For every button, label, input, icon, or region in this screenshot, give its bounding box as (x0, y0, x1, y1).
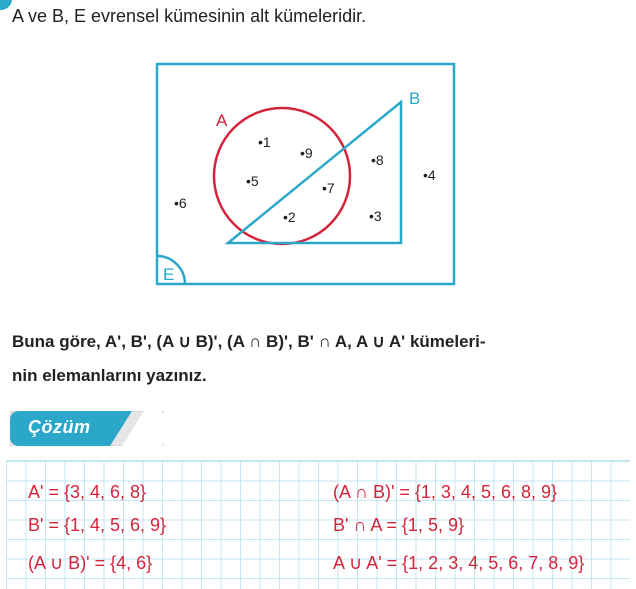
intro-text: A ve B, E evrensel kümesinin alt kümeleridir. (12, 6, 367, 26)
answer-b-complement: B' = {1, 4, 5, 6, 9} (28, 515, 167, 535)
element-6: •6 (174, 195, 187, 211)
answer-intersection-complement: (A ∩ B)' = {1, 3, 4, 5, 6, 8, 9} (333, 482, 558, 502)
element-3: •3 (369, 208, 382, 224)
question-text (12, 325, 627, 393)
label-b: B (409, 89, 421, 108)
answer-a-complement: A' = {3, 4, 6, 8} (28, 482, 147, 502)
question-line-1: Buna göre, A', B', (A ∪ B)', (A ∩ B)', B' ∩ A, A ∪ A' kümeleri- (12, 332, 486, 351)
element-4: •4 (423, 167, 436, 183)
label-e: E (163, 265, 175, 284)
solution-badge (10, 411, 164, 446)
element-8: •8 (371, 152, 384, 168)
element-1: •1 (258, 134, 271, 150)
label-a: A (216, 111, 228, 130)
element-5: •5 (246, 173, 259, 189)
element-2: •2 (283, 209, 296, 225)
answer-union-complement: (A ∪ B)' = {4, 6} (28, 553, 153, 573)
solution-label: Çözüm (28, 417, 91, 437)
question-line-2: nin elemanlarını yazınız. (12, 366, 207, 385)
element-7: •7 (322, 180, 335, 196)
answer-bcomp-intersect-a: B' ∩ A = {1, 5, 9} (333, 515, 464, 535)
set-a-circle (214, 108, 350, 244)
answer-a-union-acomp: A ∪ A' = {1, 2, 3, 4, 5, 6, 7, 8, 9} (333, 553, 585, 573)
element-9: •9 (300, 145, 313, 161)
